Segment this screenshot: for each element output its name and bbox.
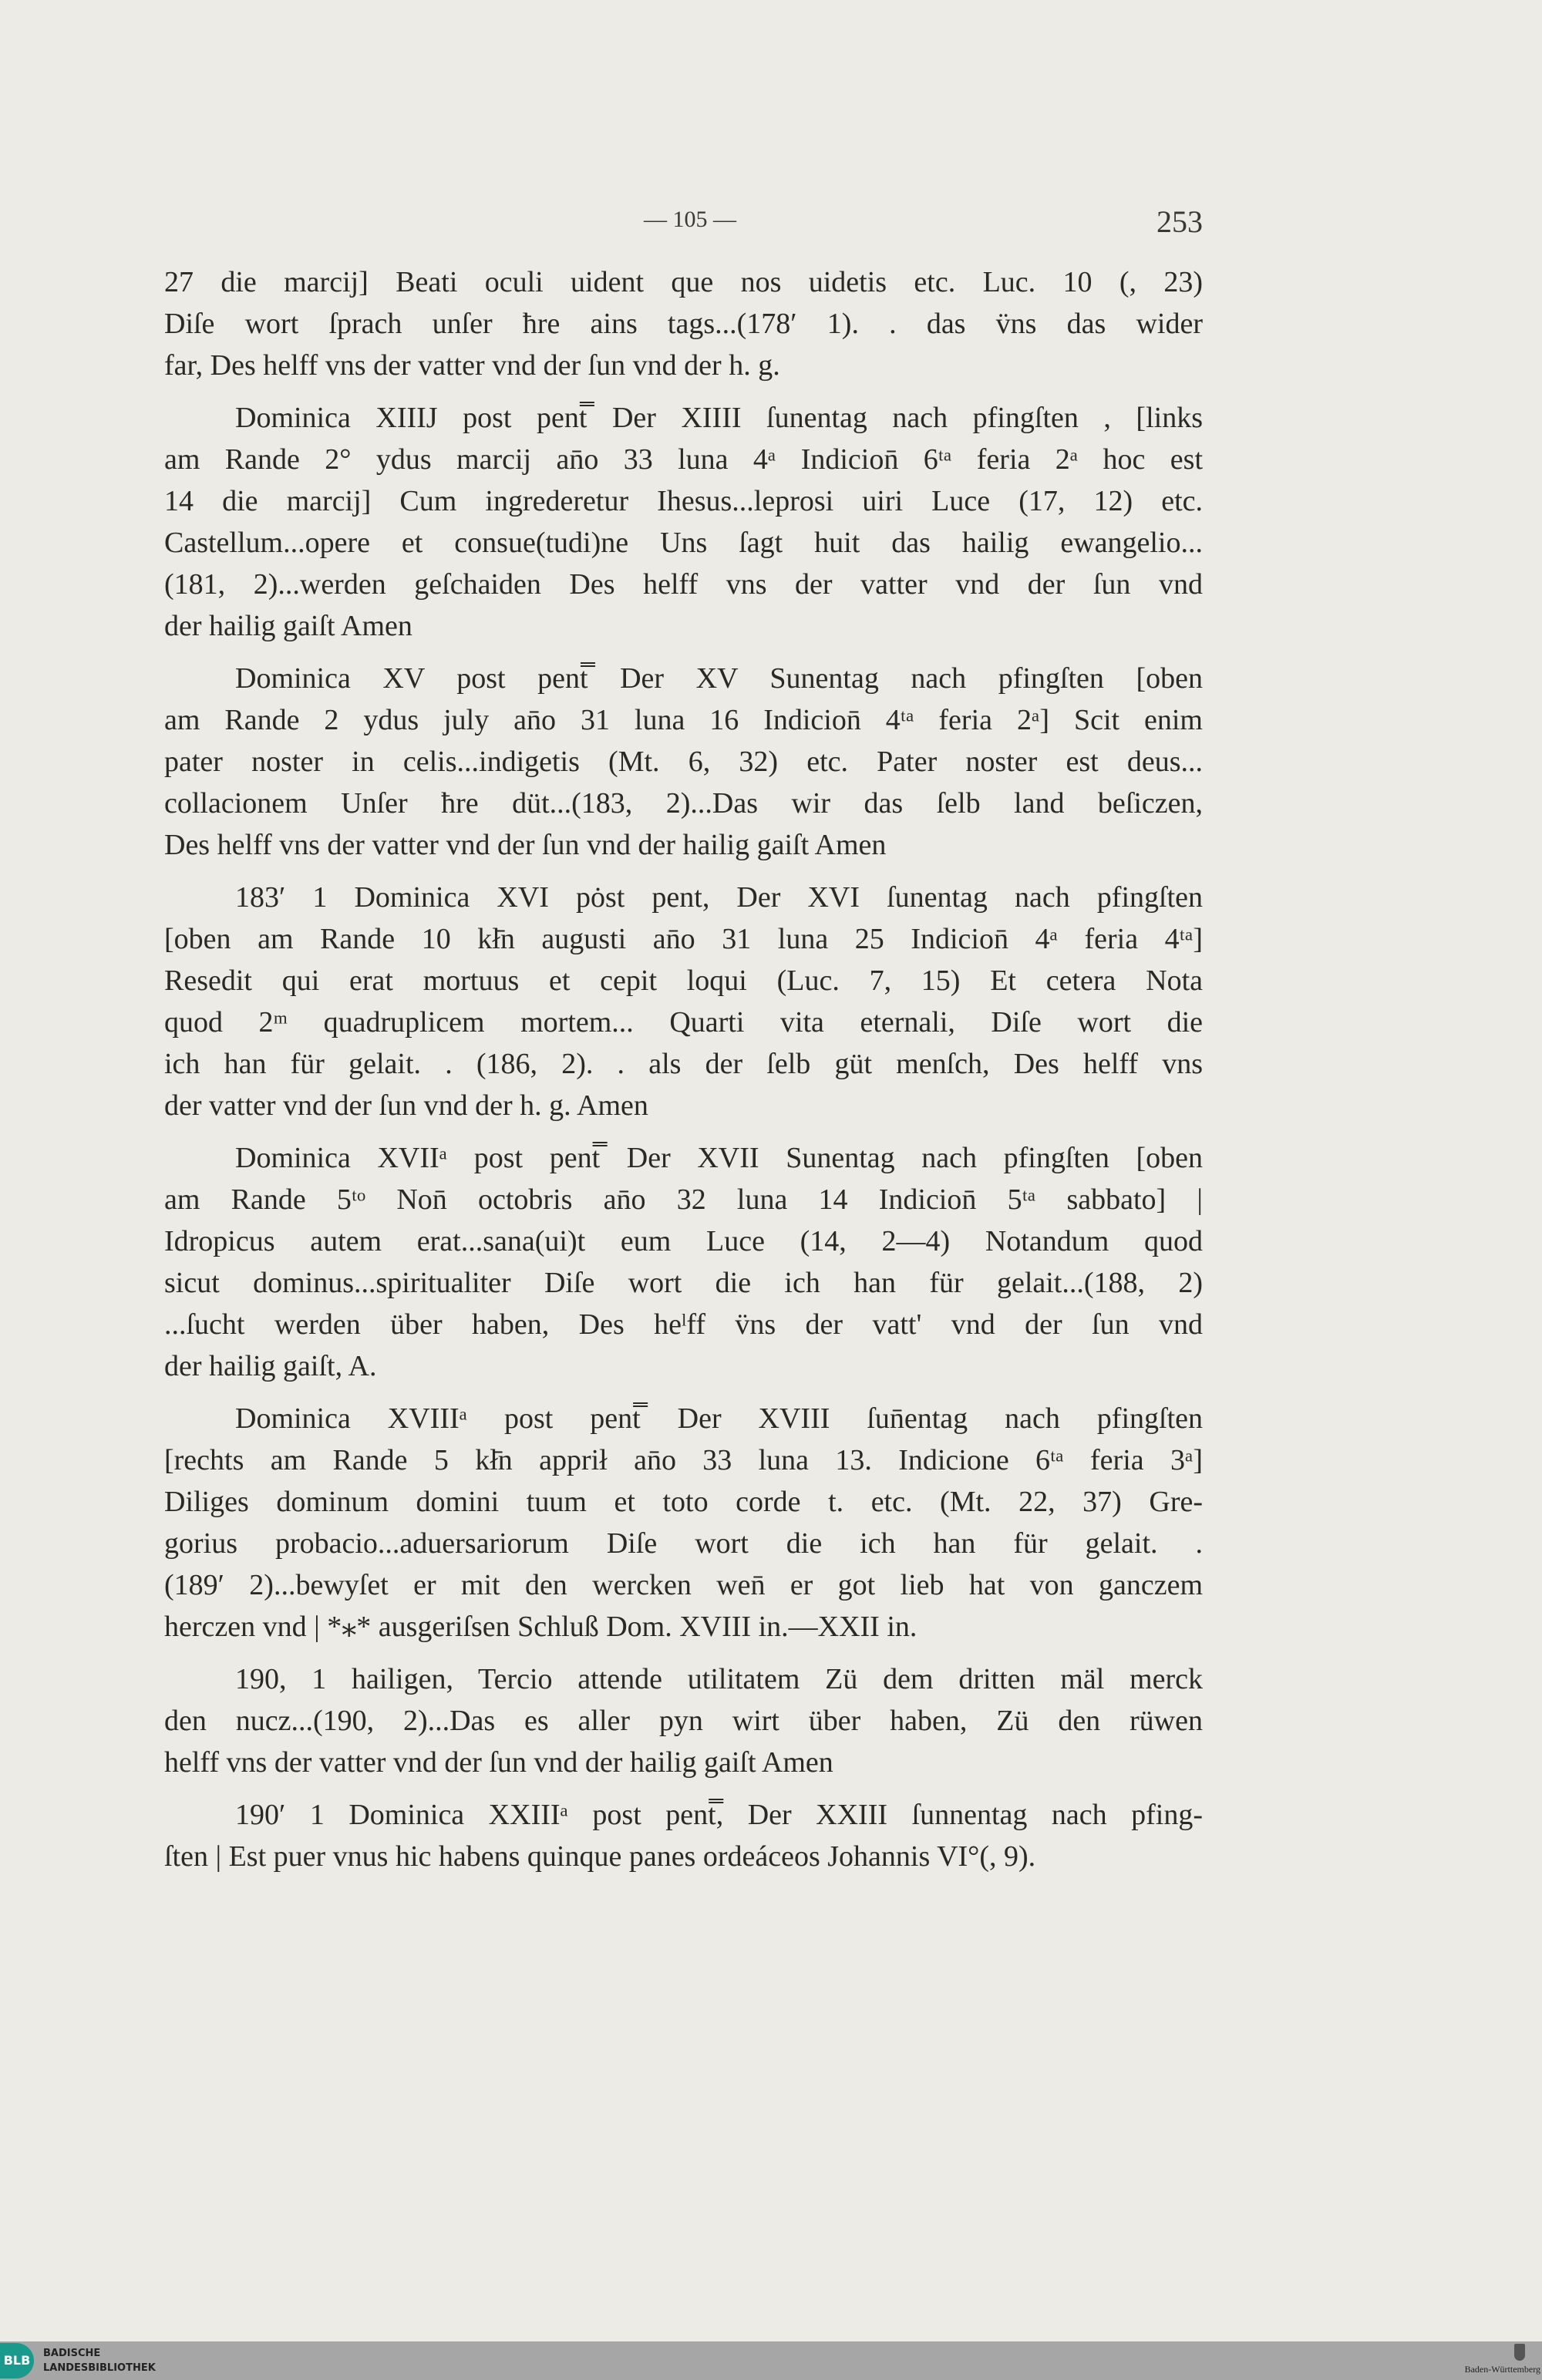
paragraph — [164, 261, 1203, 386]
text-line: [rechts am Rande 5 kł̄n apprił an̄o 33 luna 13. Indicione 6ᵗᵃ feria 3ᵃ] — [164, 1444, 1203, 1476]
text-line: ſten | Est puer vnus hic habens quinque panes ordeáceos Johannis VI°(, 9). — [164, 1840, 1036, 1873]
text-line: Resedit qui erat mortuus et cepit loqui (Luc. 7, 15) Et cetera Nota — [164, 964, 1203, 997]
text-line: ich han für gelait. . (186, 2). . als der ſelb güt menſch, Des helff vns — [164, 1048, 1203, 1080]
text-line: Dominica XV post pent̿ Der XV Sunentag nach pfingſten [oben — [235, 662, 1203, 695]
text-line: der vatter vnd der ſun vnd der h. g. Amen — [164, 1089, 648, 1122]
text-line: pater noster in celis...indigetis (Mt. 6, 32) etc. Pater noster est deus... — [164, 746, 1203, 778]
text-line: Diliges dominum domini tuum et toto corde t. etc. (Mt. 22, 37) Gre- — [164, 1486, 1203, 1518]
text-line: 183′ 1 Dominica XVI pȯst pent, Der XVI ſunentag nach pfingſten — [235, 881, 1203, 914]
text-line: den nucz...(190, 2)...Das es aller pyn wirt über haben, Zü den rüwen — [164, 1705, 1203, 1737]
text-line: 27 die marcij] Beati oculi uident que nos uidetis etc. Luc. 10 (, 23) — [164, 266, 1203, 298]
running-header: — 105 — — [644, 207, 736, 232]
paragraph — [164, 877, 1203, 1126]
coat-of-arms-icon — [1514, 2344, 1525, 2361]
paragraph — [164, 1398, 1203, 1648]
text-line: 190, 1 hailigen, Tercio attende utilitatem Zü dem dritten mäl merck — [235, 1663, 1203, 1695]
library-name-line1: BADISCHE — [43, 2348, 101, 2359]
text-line: ...ſucht werden über haben, Des heˡff v̈ns der vatt' vnd der ſun vnd — [164, 1308, 1203, 1341]
text-line: [oben am Rande 10 kł̄n augusti an̄o 31 luna 25 Indicion̄ 4ᵃ feria 4ᵗᵃ] — [164, 923, 1203, 955]
state-label: Baden-Württemberg — [1464, 2364, 1540, 2375]
paragraph — [164, 1137, 1203, 1387]
text-line: am Rande 5ᵗᵒ Non̄ octobris an̄o 32 luna 14 Indicion̄ 5ᵗᵃ sabbato] | — [164, 1183, 1203, 1216]
text-line: 190′ 1 Dominica XXIIIᵃ post pent̿, Der XXIII ſunnentag nach pfing- — [235, 1799, 1203, 1831]
text-line: 14 die marcij] Cum ingrederetur Ihesus...leprosi uiri Luce (17, 12) etc. — [164, 485, 1203, 517]
library-name-line2: LANDESBIBLIOTHEK — [43, 2362, 156, 2374]
document-body — [164, 261, 1203, 1888]
text-line: (181, 2)...werden geſchaiden Des helff vns der vatter vnd der ſun vnd — [164, 568, 1203, 601]
text-line: Dominica XIIIJ post pent̿ Der XIIII ſunentag nach pfingſten , [links — [235, 402, 1203, 434]
text-line: herczen vnd | *⁎* ausgeriſsen Schluß Dom. XVIII in.—XXII in. — [164, 1611, 917, 1643]
text-line: (189′ 2)...bewyſet er mit den wercken wen̄ er got lieb hat von ganczem — [164, 1569, 1203, 1601]
text-line: Des helff vns der vatter vnd der ſun vnd der hailig gaiſt Amen — [164, 829, 887, 861]
paragraph — [164, 1658, 1203, 1783]
text-line: gorius probacio...aduersariorum Diſe wort die ich han für gelait. . — [164, 1527, 1203, 1560]
text-line: am Rande 2 ydus july an̄o 31 luna 16 Indicion̄ 4ᵗᵃ feria 2ᵃ] Scit enim — [164, 704, 1203, 736]
text-line: Idropicus autem erat...sana(ui)t eum Luce (14, 2—4) Notandum quod — [164, 1225, 1203, 1257]
text-line: Dominica XVIIIᵃ post pent̿ Der XVIII ſun̄entag nach pfingſten — [235, 1402, 1203, 1435]
text-line: far, Des helff vns der vatter vnd der ſun vnd der h. g. — [164, 349, 780, 382]
text-line: der hailig gaiſt, A. — [164, 1350, 377, 1382]
paragraph — [164, 397, 1203, 647]
library-name — [43, 2346, 156, 2375]
paragraph — [164, 1794, 1203, 1877]
text-line: am Rande 2° ydus marcij an̄o 33 luna 4ᵃ Indicion̄ 6ᵗᵃ feria 2ᵃ hoc est — [164, 443, 1203, 476]
text-line: Castellum...opere et consue(tudi)ne Uns ſagt huit das hailig ewangelio... — [164, 527, 1203, 559]
text-line: Dominica XVIIᵃ post pent̿ Der XVII Sunentag nach pfingſten [oben — [235, 1142, 1203, 1174]
text-line: helff vns der vatter vnd der ſun vnd der hailig gaiſt Amen — [164, 1746, 833, 1779]
text-line: der hailig gaiſt Amen — [164, 610, 412, 642]
blb-logo: BLB — [0, 2343, 34, 2378]
page-number: 253 — [1156, 204, 1203, 239]
text-line: quod 2ᵐ quadruplicem mortem... Quarti vita eternali, Diſe wort die — [164, 1006, 1203, 1039]
footer-bar — [0, 2341, 1542, 2380]
text-line: sicut dominus...spiritualiter Diſe wort die ich han für gelait...(188, 2) — [164, 1267, 1203, 1299]
text-line: collacionem Unſer ħre düt...(183, 2)...Das wir das ſelb land beſiczen, — [164, 787, 1203, 820]
text-line: Diſe wort ſprach unſer ħre ains tags...(178′ 1). . das v̈ns das wider — [164, 308, 1203, 340]
paragraph — [164, 658, 1203, 866]
